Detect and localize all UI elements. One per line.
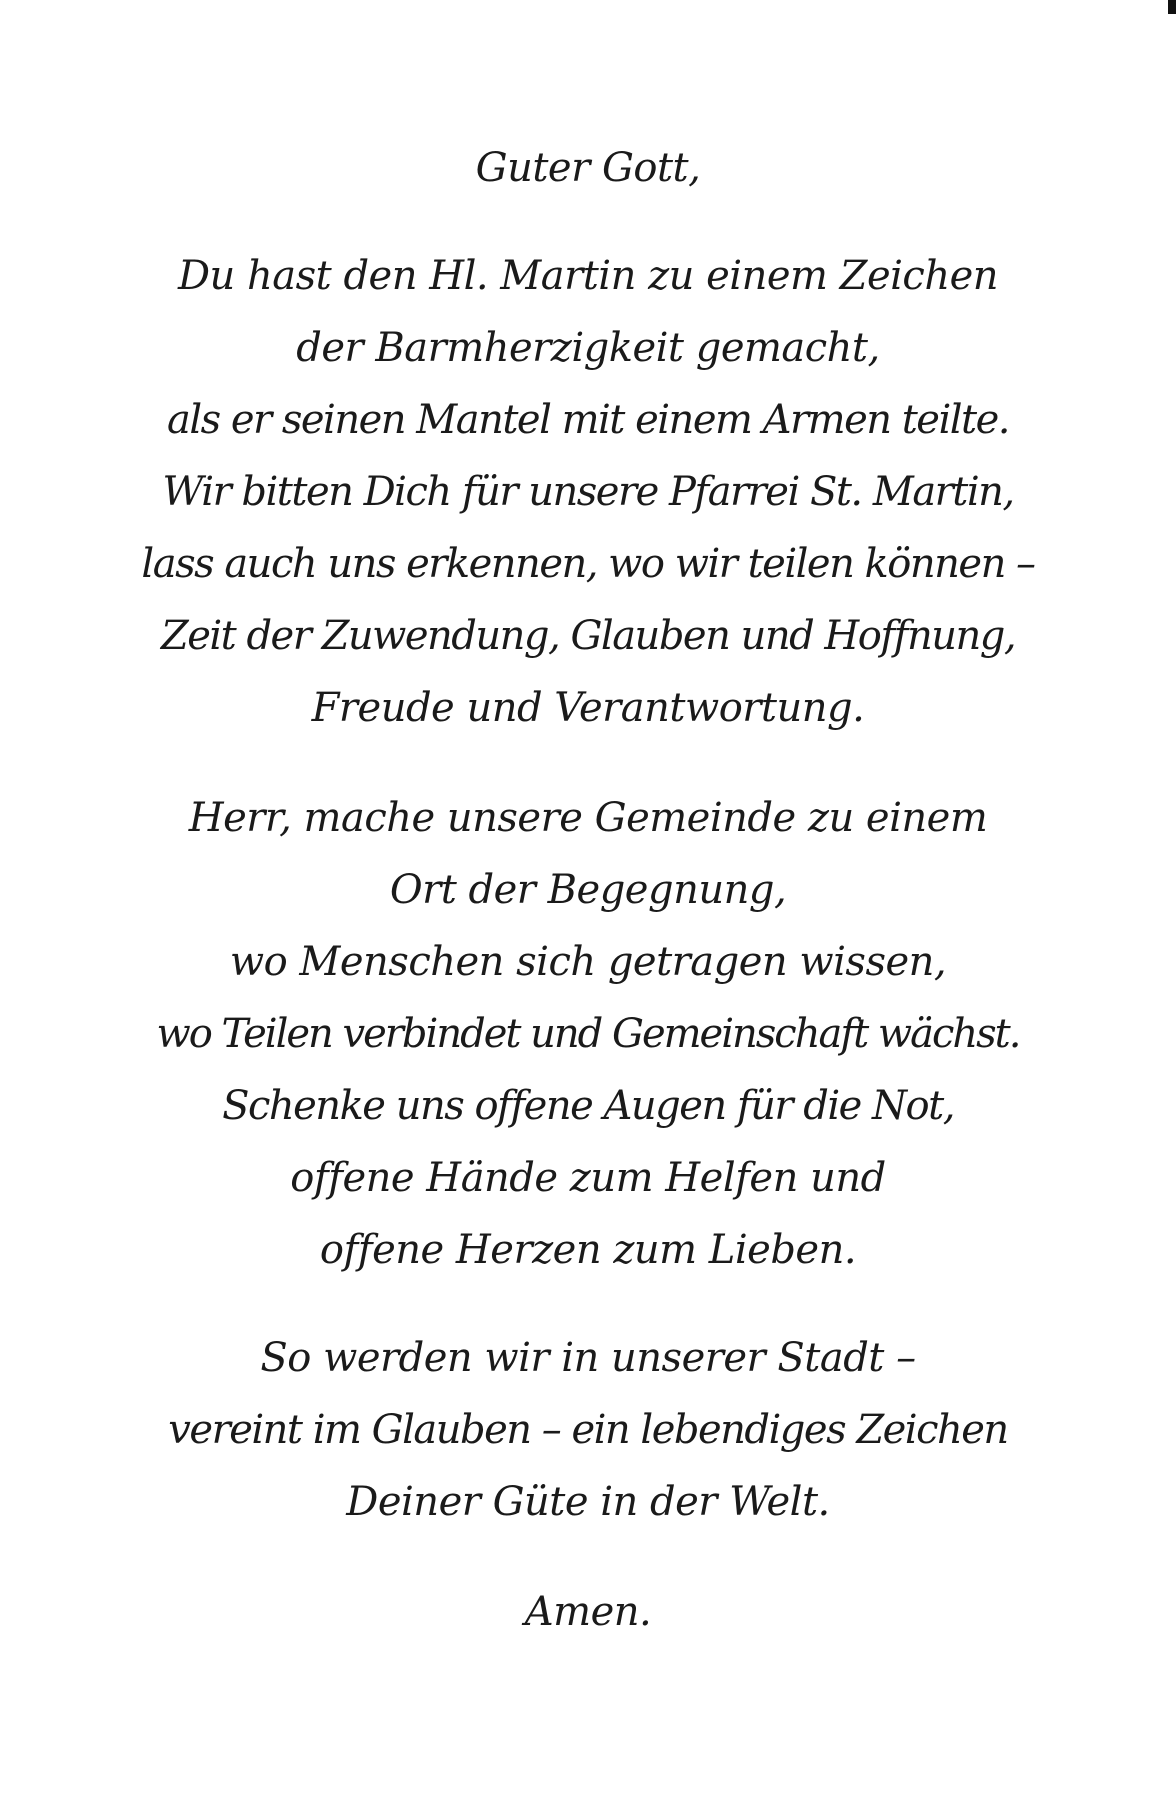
prayer-line: der Barmherzigkeit gemacht, [296, 325, 880, 371]
closing-amen: Amen. [524, 1589, 652, 1635]
prayer-line: So werden wir in unserer Stadt – [260, 1335, 916, 1381]
greeting: Guter Gott, [475, 145, 701, 191]
prayer-line: Herr, mache unsere Gemeinde zu einem [188, 795, 988, 841]
prayer-line: Freude und Verantwortung. [311, 685, 865, 731]
prayer-line: Schenke uns offene Augen für die Not, [222, 1083, 954, 1129]
prayer-line: wo Teilen verbindet und Gemeinschaft wächst. [156, 1011, 1020, 1057]
prayer-line: wo Menschen sich getragen wissen, [229, 939, 947, 985]
prayer-line: als er seinen Mantel mit einem Armen teilte. [166, 397, 1010, 443]
prayer-line: lass auch uns erkennen, wo wir teilen können – [141, 541, 1035, 587]
prayer-line: offene Herzen zum Lieben. [319, 1227, 857, 1273]
prayer-line: Du hast den Hl. Martin zu einem Zeichen [177, 253, 999, 299]
prayer-line: Zeit der Zuwendung, Glauben und Hoffnung, [160, 613, 1016, 659]
prayer-line: Deiner Güte in der Welt. [346, 1479, 830, 1525]
prayer-line: Ort der Begegnung, [389, 867, 787, 913]
prayer-line: offene Hände zum Helfen und [290, 1155, 886, 1201]
prayer-line: vereint im Glauben – ein lebendiges Zeichen [168, 1407, 1008, 1453]
prayer-line: Wir bitten Dich für unsere Pfarrei St. Martin, [162, 469, 1014, 515]
